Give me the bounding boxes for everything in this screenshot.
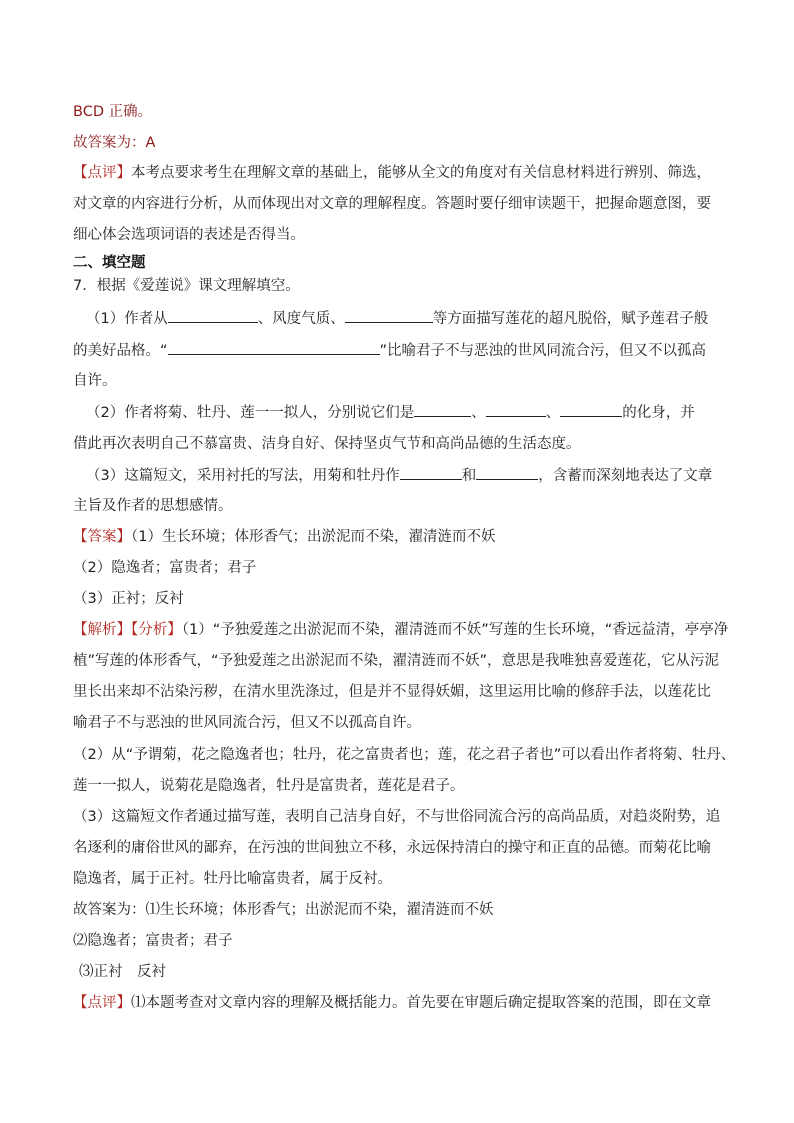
question-text: ，含蓄而深刻地表达了文章 (538, 468, 713, 484)
analysis-line (73, 620, 728, 640)
answer-text: （1）生长环境；体形香气；出淤泥而不染，濯清涟而不妖 (131, 529, 496, 545)
question-line: 借此再次表明自己不慕富贵、洁身自好、保持坚贞气节和高尚品德的生活态度。 (73, 436, 581, 452)
comment-text: ⑴本题考查对文章内容的理解及概括能力。首先要在审题后确定提取答案的范围，即在文章 (131, 995, 711, 1011)
comment-line: 对文章的内容进行分析，从而体现出对文章的理解程度。答题时要仔细审读题干，把握命题意图，要 (73, 196, 711, 212)
analysis-line: （3）这篇短文作者通过描写莲，表明自己洁身自好，不与世俗同流合污的高尚品质，对趋炎附势，追 (73, 809, 721, 825)
question-text: 、 (471, 405, 486, 421)
question-text: 、风度气质、 (257, 311, 345, 327)
final-answer-line: ⑵隐逸者；富贵者；君子 (73, 933, 233, 949)
analysis-tag: 【解析】【分析】 (73, 622, 182, 638)
question-text: 的美好品格。“ (73, 343, 168, 359)
analysis-line: 隐逸者，属于正衬。牡丹比喻富贵者，属于反衬。 (73, 871, 392, 887)
answer-blank[interactable] (476, 465, 538, 480)
analysis-text: （1）“予独爱莲之出淤泥而不染，濯清涟而不妖”写莲的生长环境，“香远益清，亭亭净 (181, 622, 729, 638)
question-line (86, 402, 728, 423)
answer-blank[interactable] (345, 308, 433, 323)
question-title: 7．根据《爱莲说》课文理解填空。 (73, 278, 300, 294)
analysis-line: 植”写莲的体形香气，“予独爱莲之出淤泥而不染，濯清涟而不妖”，意思是我唯独喜爱莲花，它从污泥 (73, 653, 720, 669)
comment-line: 细心体会选项词语的表述是否得当。 (73, 227, 305, 243)
final-answer-line: ⑶正衬 反衬 (79, 964, 166, 980)
section-title: 二、填空题 (73, 255, 146, 271)
question-text: 的化身，并 (622, 405, 695, 421)
question-text: 、 (545, 405, 561, 421)
answer-blank[interactable] (560, 402, 622, 417)
question-line (73, 340, 728, 361)
answer-text-line: 故答案为：A (73, 135, 156, 151)
question-line: 主旨及作者的思想感情。 (73, 498, 233, 514)
analysis-line: 莲一一拟人，说菊花是隐逸者，牡丹是富贵者，莲花是君子。 (73, 778, 465, 794)
answer-blank[interactable] (168, 340, 380, 355)
answer-line (73, 527, 728, 547)
comment-line (73, 163, 728, 183)
question-line (86, 465, 728, 486)
comment-line (73, 993, 728, 1013)
question-text: ”比喻君子不与恶浊的世风同流合污，但又不以孤高 (379, 343, 707, 359)
comment-tag: 【点评】 (73, 165, 131, 181)
question-text: 等方面描写莲花的超凡脱俗，赋予莲君子般 (432, 311, 709, 327)
analysis-line: 喻君子不与恶浊的世风同流合污，但又不以孤高自许。 (73, 715, 421, 731)
analysis-line: 名逐利的庸俗世风的鄙弃，在污浊的世间独立不移，永远保持清白的操守和正直的品德。而菊花比喻 (73, 840, 711, 856)
comment-tag: 【点评】 (73, 995, 131, 1011)
question-line (86, 308, 728, 329)
analysis-line: （2）从“予谓菊，花之隐逸者也；牡丹，花之富贵者也；莲，花之君子者也”可以看出作者将菊、牡丹、 (73, 747, 736, 763)
question-line: 自许。 (73, 373, 117, 389)
question-text: （3）这篇短文，采用衬托的写法，用菊和牡丹作 (86, 468, 400, 484)
answer-blank[interactable] (168, 308, 258, 323)
analysis-line: 里长出来却不沾染污秽，在清水里洗涤过，但是并不显得妖媚，这里运用比喻的修辞手法，以莲花比 (73, 684, 711, 700)
answer-blank[interactable] (414, 402, 471, 417)
answer-line: （3）正衬；反衬 (73, 591, 184, 607)
final-answer-line: 故答案为：⑴生长环境；体形香气；出淤泥而不染，濯清涟而不妖 (73, 902, 494, 918)
answer-text-line: BCD 正确。 (73, 104, 153, 120)
answer-blank[interactable] (486, 402, 546, 417)
answer-blank[interactable] (400, 465, 462, 480)
question-text: （2）作者将菊、牡丹、莲一一拟人，分别说它们是 (86, 405, 415, 421)
question-text: （1）作者从 (86, 311, 168, 327)
comment-text: 本考点要求考生在理解文章的基础上，能够从全文的角度对有关信息材料进行辨别、筛选， (131, 165, 711, 181)
answer-tag: 【答案】 (73, 529, 131, 545)
question-text: 和 (461, 468, 477, 484)
answer-line: （2）隐逸者；富贵者；君子 (73, 560, 257, 576)
